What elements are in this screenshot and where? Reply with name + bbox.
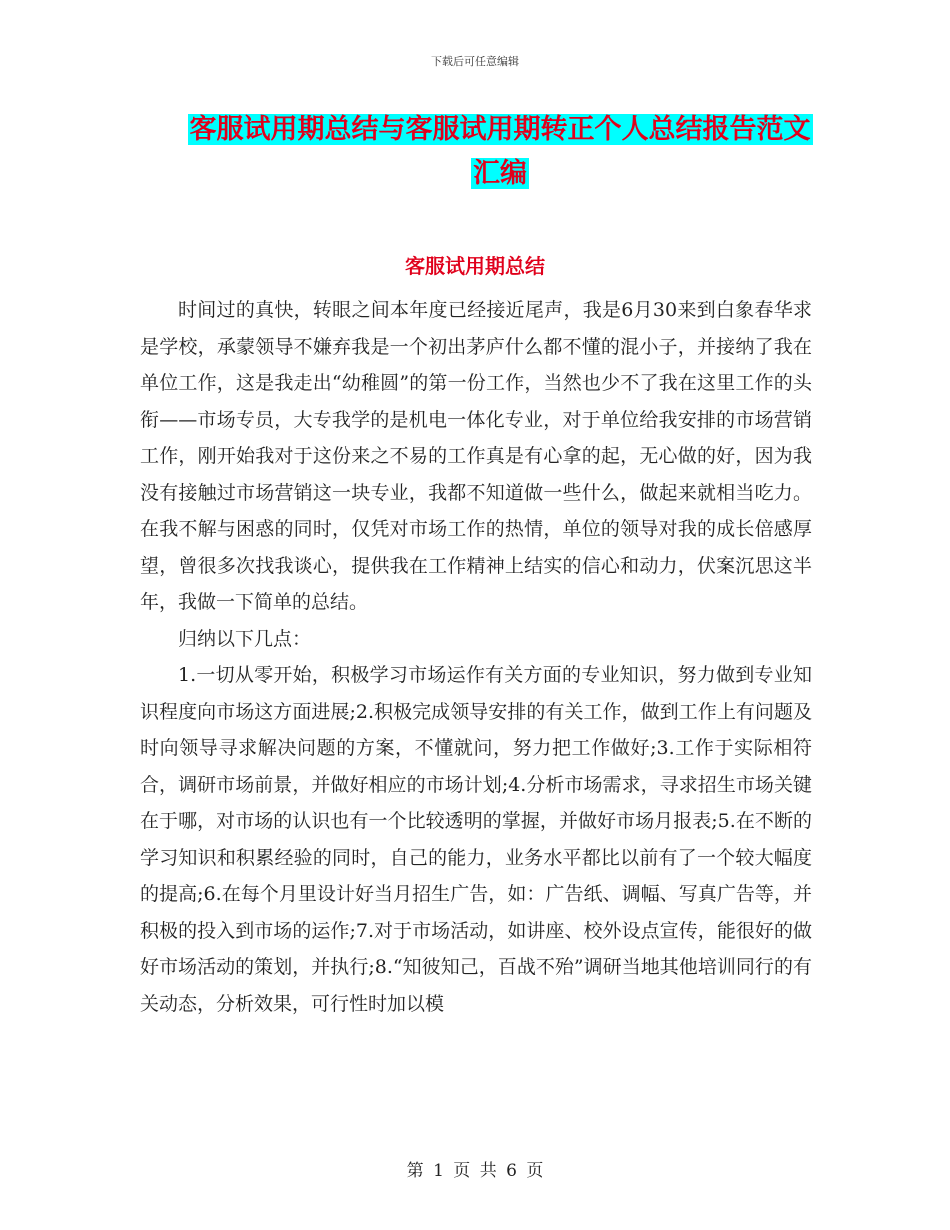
paragraph-summary-heading: 归纳以下几点： xyxy=(178,627,312,650)
title-line-1: 客服试用期总结与客服试用期转正个人总结报告范文 xyxy=(189,114,811,145)
header-note: 下载后可任意编辑 xyxy=(431,55,519,68)
page-footer: 第 1 页 共 6 页 xyxy=(406,1161,544,1181)
paragraph-intro: 时间过的真快，转眼之间本年度已经接近尾声，我是6月30来到白象春华求是学校，承蒙领导不嫌弃我是一个初出茅庐什么都不懂的混小子，并接纳了我在单位工作，这是我走出“幼稚圆”的第一份工作，当然也少不了我在这里工作的头衔——市场专员，大专我学的是机电一体化专业，对于单位给我安排的市场营销工作，刚开始我对于这份来之不易的工作真是有心拿的起，无心做的好，因为我没有接触过市场营销这一块专业，我都不知道做一些什么，做起来就相当吃力。在我不解与困惑的同时，仅凭对市场工作的热情，单位的领导对我的成长倍感厚望，曾很多次找我谈心，提供我在工作精神上结实的信心和动力，伏案沉思这半年，我做一下简单的总结。 xyxy=(140,299,812,613)
section-title: 客服试用期总结 xyxy=(405,254,545,278)
paragraph-points: 1.一切从零开始，积极学习市场运作有关方面的专业知识，努力做到专业知识程度向市场这方面进展;2.积极完成领导安排的有关工作，做到工作上有问题及时向领导寻求解决问题的方案，不懂就问，努力把工作做好;3.工作于实际相符合，调研市场前景，并做好相应的市场计划;4.分析市场需求，寻求招生市场关键在于哪，对市场的认识也有一个比较透明的掌握，并做好市场月报表;5.在不断的学习知识和积累经验的同时，自己的能力，业务水平都比以前有了一个较大幅度的提高;6.在每个月里设计好当月招生广告，如：广告纸、调幅、写真广告等，并积极的投入到市场的运作;7.对于市场活动，如讲座、校外设点宣传，能很好的做好市场活动的策划，并执行;8.“知彼知己，百战不殆”调研当地其他培训同行的有关动态，分析效果，可行性时加以模 xyxy=(140,664,812,1015)
document-title xyxy=(185,108,815,196)
body-text xyxy=(140,292,812,1022)
title-line-2: 汇编 xyxy=(473,158,527,189)
